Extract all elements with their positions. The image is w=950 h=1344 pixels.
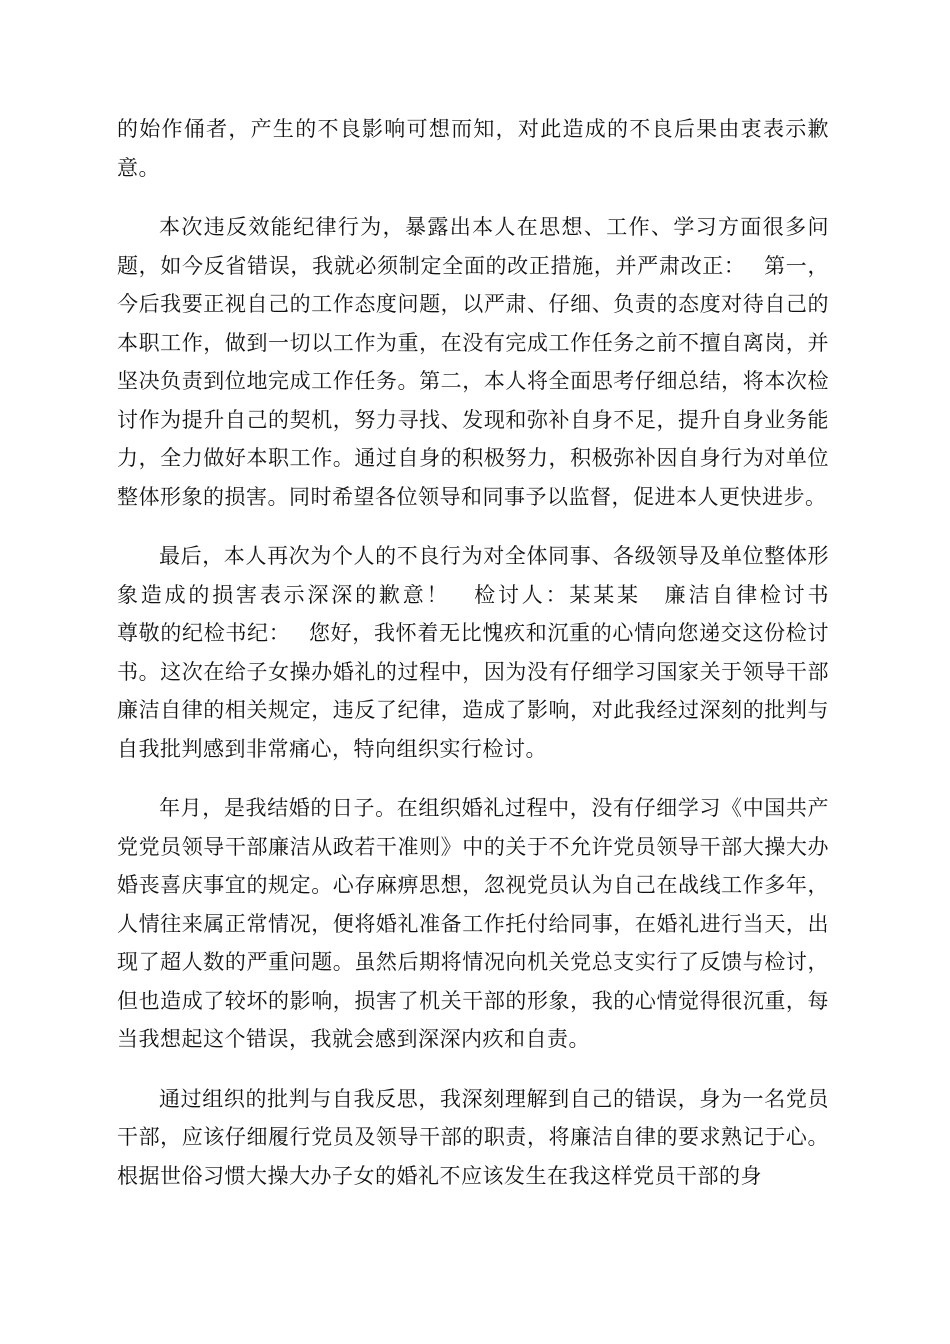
- paragraph-2: 本次违反效能纪律行为，暴露出本人在思想、工作、学习方面很多问题，如今反省错误，我就必须制定全面的改正措施，并严肃改正： 第一，今后我要正视自己的工作态度问题，以严肃、仔细、负责的态度对待自己的本职工作，做到一切以工作为重，在没有完成工作任务之前不擅自离岗，并坚决负责到位地完成工作任务。第二，本人将全面思考仔细总结，将本次检讨作为提升自己的契机，努力寻找、发现和弥补自身不足，提升自身业务能力，全力做好本职工作。通过自身的积极努力，积极弥补因自身行为对单位整体形象的损害。同时希望各位领导和同事予以监督，促进本人更快进步。: [117, 215, 829, 509]
- paragraph-4: 年月，是我结婚的日子。在组织婚礼过程中，没有仔细学习《中国共产党党员领导干部廉洁从政若干准则》中的关于不允许党员领导干部大操大办婚丧喜庆事宜的规定。心存麻痹思想，忽视党员认为自己在战线工作多年，人情往来属正常情况，便将婚礼准备工作托付给同事，在婚礼进行当天，出现了超人数的严重问题。虽然后期将情况向机关党总支实行了反馈与检讨，但也造成了较坏的影响，损害了机关干部的形象，我的心情觉得很沉重，每当我想起这个错误，我就会感到深深内疚和自责。: [117, 796, 829, 1051]
- paragraph-3: 最后，本人再次为个人的不良行为对全体同事、各级领导及单位整体形象造成的损害表示深深的歉意！ 检讨人：某某某 廉洁自律检讨书 尊敬的纪检书纪： 您好，我怀着无比愧疚和沉重的心情向您递交这份检讨书。这次在给子女操办婚礼的过程中，因为没有仔细学习国家关于领导干部廉洁自律的相关规定，违反了纪律，造成了影响，对此我经过深刻的批判与自我批判感到非常痛心，特向组织实行检讨。: [117, 544, 880, 761]
- paragraph-5: 通过组织的批判与自我反思，我深刻理解到自己的错误，身为一名党员干部，应该仔细履行党员及领导干部的职责，将廉洁自律的要求熟记于心。根据世俗习惯大操大办子女的婚礼不应该发生在我这样党员干部的身: [117, 1086, 829, 1188]
- paragraph-1: 的始作俑者，产生的不良影响可想而知，对此造成的不良后果由衷表示歉意。: [117, 117, 829, 180]
- document-body: [117, 110, 880, 1216]
